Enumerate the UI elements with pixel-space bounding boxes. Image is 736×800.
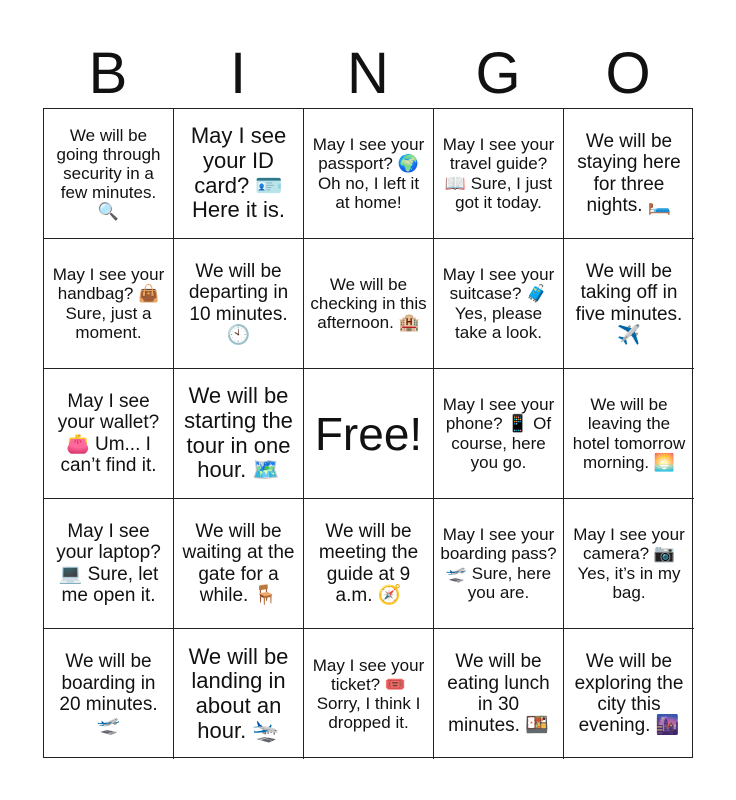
bingo-cell-r2c5[interactable]: We will be taking off in five minutes. ✈️ [564, 239, 694, 369]
header-letter-n: N [347, 41, 389, 106]
bingo-cell-r5c3[interactable]: May I see your ticket? 🎟️ Sorry, I think I dropped it. [304, 629, 434, 759]
bingo-cell-r1c3[interactable]: May I see your passport? 🌍 Oh no, I left it at home! [304, 109, 434, 239]
bingo-cell-r3c4[interactable]: May I see your phone? 📱 Of course, here you go. [434, 369, 564, 499]
bingo-cell-r5c4[interactable]: We will be eating lunch in 30 minutes. 🍱 [434, 629, 564, 759]
bingo-cell-r4c2[interactable]: We will be waiting at the gate for a while. 🪑 [174, 499, 304, 629]
bingo-cell-r2c4[interactable]: May I see your suitcase? 🧳 Yes, please take a look. [434, 239, 564, 369]
bingo-cell-r3c5[interactable]: We will be leaving the hotel tomorrow morning. 🌅 [564, 369, 694, 499]
bingo-cell-r5c2[interactable]: We will be landing in about an hour. 🛬 [174, 629, 304, 759]
bingo-header [43, 40, 693, 108]
bingo-cell-r5c5[interactable]: We will be exploring the city this evening. 🌆 [574, 651, 684, 737]
bingo-cell-r4c4[interactable]: May I see your boarding pass? 🛫 Sure, here you are. [434, 499, 564, 629]
bingo-cell-r1c2[interactable]: May I see your ID card? 🪪 Here it is. [174, 109, 304, 239]
header-letter-b: B [88, 41, 128, 106]
bingo-cell-r2c3[interactable]: We will be checking in this afternoon. 🏨 [304, 239, 434, 369]
bingo-cell-r1c1[interactable]: We will be going through security in a few minutes. 🔍 [44, 109, 174, 239]
bingo-cell-r3c2[interactable]: We will be starting the tour in one hour. 🗺️ [174, 369, 304, 499]
bingo-cell-free[interactable]: Free! [304, 369, 434, 499]
bingo-card-grid [43, 108, 693, 758]
bingo-cell-r3c1[interactable]: May I see your wallet? 👛 Um... I can’t find it. [44, 369, 174, 499]
bingo-cell-r2c1[interactable]: May I see your handbag? 👜 Sure, just a moment. [44, 239, 174, 369]
bingo-cell-r4c1[interactable]: May I see your laptop? 💻 Sure, let me open it. [44, 499, 174, 629]
header-letter-o: O [605, 41, 651, 106]
bingo-cell-r1c4[interactable]: May I see your travel guide? 📖 Sure, I just got it today. [434, 109, 564, 239]
bingo-cell-r5c1[interactable]: We will be boarding in 20 minutes. 🛫 [44, 629, 174, 759]
bingo-cell-r2c2[interactable]: We will be departing in 10 minutes. 🕙 [174, 239, 304, 369]
bingo-cell-r4c3[interactable]: We will be meeting the guide at 9 a.m. 🧭 [304, 499, 434, 629]
header-letter-i: I [229, 41, 247, 106]
header-letter-g: G [475, 41, 521, 106]
bingo-cell-r1c5[interactable]: We will be staying here for three nights. 🛏️ [564, 109, 694, 239]
bingo-cell-r4c5[interactable]: May I see your camera? 📷 Yes, it’s in my bag. [564, 499, 694, 629]
